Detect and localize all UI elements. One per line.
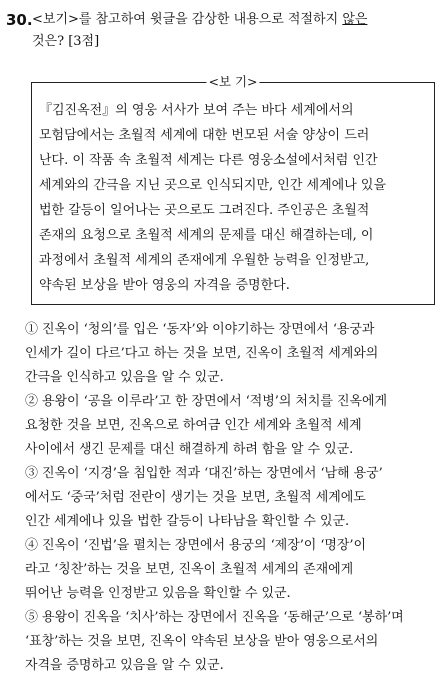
choice-line [25,390,439,414]
choice-line: 라고 ‘칭찬’하는 것을 보면, 진옥이 초월적 세계의 존재에게 [25,562,354,577]
choice-text: 진옥이 ‘청의’를 입은 ‘동자’와 이야기하는 장면에서 ‘용궁과 [42,322,375,337]
choice-line: 간극을 인식하고 있음을 알 수 있군. [25,370,224,385]
choice-line [25,318,439,342]
question-stem-text: <보기>를 참고하여 윗글을 감상한 내용으로 적절하지 [32,12,343,27]
choice-number: ① [25,322,38,337]
answer-choices [25,318,439,678]
bogi-line: 세계와의 간극을 지닌 곳으로 인식되지만, 인간 세계에나 있을 [39,178,387,193]
choice-4[interactable] [25,534,439,606]
choice-line: 에서도 ‘중국’처럼 전란이 생기는 것을 보면, 초월적 세계에도 [25,490,366,505]
choice-line [25,534,439,558]
question-number: 30. [6,11,33,29]
choice-text: 진옥이 ‘지경’을 침입한 적과 ‘대진’하는 장면에서 ‘남해 용궁’ [42,466,383,481]
bogi-line: 약속된 보상을 받아 영웅의 자격을 증명한다. [39,278,290,293]
bogi-line: 『김진옥전』의 영웅 서사가 보여 주는 바다 세계에서의 [39,103,354,118]
choice-text: 진옥이 ‘진법’을 펼치는 장면에서 용궁의 ‘제장’이 ‘명장’이 [42,538,367,553]
question-stem-emphasis: 않은 [342,12,368,27]
choice-line: 뛰어난 능력을 인정받고 있음을 확인할 수 있군. [25,586,291,601]
question-stem-line-1 [32,9,367,31]
choice-number: ④ [25,538,38,553]
bogi-box [31,74,435,305]
choice-number: ② [25,394,38,409]
choice-1[interactable] [25,318,439,390]
bogi-title: <보 기> [208,74,258,89]
bogi-line: 모험담에서는 초월적 세계에 대한 번모된 서술 양상이 드러 [39,128,370,143]
bogi-line: 존재의 요청으로 초월적 세계의 문제를 대신 해결하는데, 이 [39,228,374,243]
choice-text: 용왕이 ‘공을 이루라’고 한 장면에서 ‘적병’의 처치를 진옥에게 [42,394,388,409]
choice-3[interactable] [25,462,439,534]
choice-line: ‘표창’하는 것을 보면, 진옥이 약속된 보상을 받아 영웅으로서의 [25,634,379,649]
choice-line [25,606,439,630]
choice-line: 인간 세계에나 있을 법한 갈등이 나타남을 확인할 수 있군. [25,514,350,529]
choice-line: 자격을 증명하고 있음을 알 수 있군. [25,658,224,673]
choice-2[interactable] [25,390,439,462]
choice-line: 사이에서 생긴 문제를 대신 해결하게 하려 함을 알 수 있군. [25,442,354,457]
bogi-line: 과정에서 초월적 세계의 존재에게 우월한 능력을 인정받고, [39,253,370,268]
choice-number: ③ [25,466,38,481]
choice-line: 인세가 길이 다르’다고 하는 것을 보면, 진옥이 초월적 세계와의 [25,346,379,361]
question-stem-line-2: 것은? [3점] [32,34,100,49]
bogi-text [39,98,429,298]
bogi-line: 법한 갈등이 일어나는 곳으로도 그려진다. 주인공은 초월적 [39,203,370,218]
choice-number: ⑤ [25,610,38,625]
choice-5[interactable] [25,606,439,678]
choice-line: 요청한 것을 보면, 진옥으로 하여금 인간 세계와 초월적 세계 [25,418,362,433]
choice-text: 용왕이 진옥을 ‘치사’하는 장면에서 진옥을 ‘동해군’으로 ‘봉하’며 [42,610,404,625]
bogi-line: 난다. 이 작품 속 초월적 세계는 다른 영웅소설에서처럼 인간 [39,153,378,168]
choice-line [25,462,439,486]
